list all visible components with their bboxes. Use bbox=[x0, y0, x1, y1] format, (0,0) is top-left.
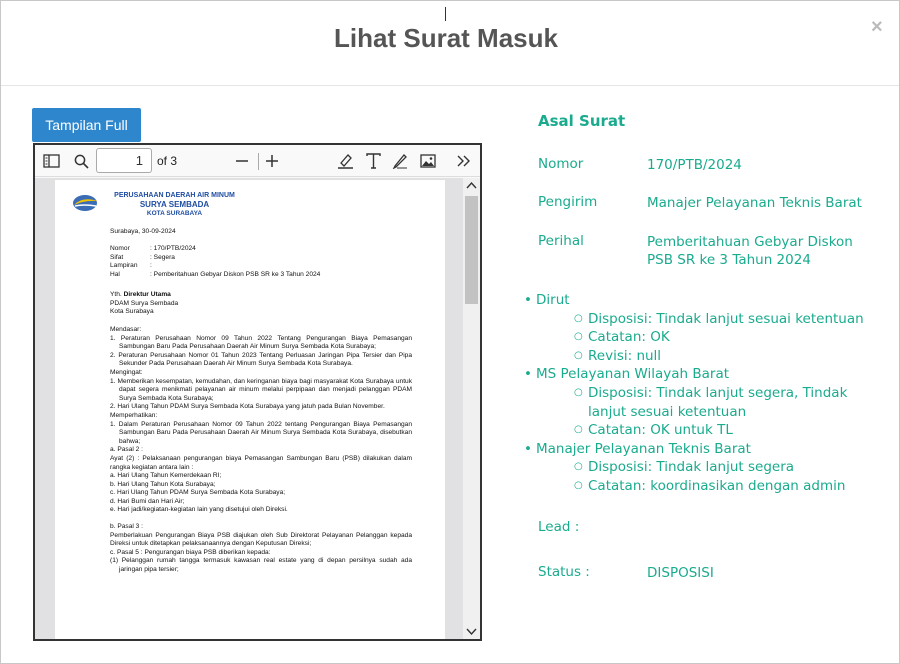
meta-colon: : bbox=[150, 262, 152, 270]
recipient-line2: PDAM Surya Sembada bbox=[110, 299, 179, 307]
modal-title: Lihat Surat Masuk bbox=[334, 23, 558, 53]
toolbar-divider bbox=[258, 153, 259, 170]
letter-paragraph: 1. Peraturan Perusahaan Nomor 09 Tahun 2022 Tentang Pengurangan Biaya Pemasangan Sambungan Baru Pada Perusahaan Daerah Air Minum Surya Sembada Kota Surabaya; bbox=[110, 334, 412, 351]
disposition-detail: ○ Catatan: koordinasikan dengan admin bbox=[536, 477, 876, 496]
disposition-unit: • Manajer Pelayanan Teknis Barat bbox=[536, 440, 751, 457]
modal-body bbox=[1, 87, 899, 663]
letter-paragraph bbox=[110, 515, 412, 523]
letter-paragraph: 1. Dalam Peraturan Perusahaan Nomor 09 Tahun 2022 tentang Pengurangan Biaya Pemasangan Sambungan Baru Pada Perusahaan Daerah Air Minum Surya Sembada Kota Surabaya, disebutkan bahwa; bbox=[110, 420, 412, 445]
text-tool-icon[interactable] bbox=[363, 151, 383, 171]
letter-meta-row bbox=[110, 262, 440, 271]
meta-value: 170/PTB/2024 bbox=[153, 245, 196, 252]
full-view-button[interactable]: Tampilan Full bbox=[32, 108, 141, 142]
perihal-value: Pemberitahuan Gebyar Diskon PSB SR ke 3 Tahun 2024 bbox=[647, 234, 853, 268]
letter-recipient bbox=[110, 291, 440, 317]
text-cursor bbox=[445, 7, 446, 21]
search-icon[interactable] bbox=[71, 151, 91, 171]
section-title-asal-surat: Asal Surat bbox=[538, 112, 626, 130]
recipient-prefix: Yth. bbox=[110, 291, 122, 298]
recipient-name: Direktur Utama bbox=[123, 291, 171, 298]
letter-meta-row bbox=[110, 271, 440, 280]
meta-colon: : bbox=[150, 253, 154, 261]
pengirim-label: Pengirim bbox=[538, 194, 598, 210]
company-name-line2: SURYA SEMBADA bbox=[139, 199, 210, 209]
letter-paragraph: Ayat (2) : Pelaksanaan pengurangan biaya Pemasangan Sambungan Baru (PSB) dilakukan dalam rangka kegiatan antara lain : bbox=[110, 454, 412, 471]
modal-header bbox=[1, 1, 899, 86]
meta-value: Segera bbox=[153, 253, 175, 261]
disposition-detail: ○ Disposisi: Tindak lanjut sesuai ketentuan bbox=[536, 310, 876, 329]
pengirim-value: Manajer Pelayanan Teknis Barat bbox=[647, 195, 862, 211]
letter-body bbox=[110, 326, 412, 575]
meta-key: Lampiran bbox=[110, 262, 138, 270]
letter-paragraph: d. Hari Bumi dan Hari Air; bbox=[110, 497, 185, 505]
disposition-list bbox=[524, 291, 876, 496]
disposition-detail: ○ Disposisi: Tindak lanjut segera, Tindak lanjut sesuai ketentuan bbox=[536, 384, 876, 421]
scroll-down-icon[interactable] bbox=[466, 628, 477, 638]
more-tools-icon[interactable] bbox=[454, 151, 474, 171]
draw-icon[interactable] bbox=[390, 151, 410, 171]
perihal-label: Perihal bbox=[538, 233, 584, 249]
letterhead bbox=[107, 192, 242, 218]
disposition-item bbox=[524, 291, 876, 365]
zoom-in-icon[interactable] bbox=[263, 151, 281, 171]
letter-meta-row bbox=[110, 254, 440, 263]
company-logo bbox=[72, 192, 100, 218]
letter-paragraph: Mendasar: bbox=[110, 326, 142, 333]
disposition-unit: • MS Pelayanan Wilayah Barat bbox=[536, 366, 730, 383]
letter-paragraph: 2. Peraturan Perusahaan Nomor 01 Tahun 2023 Tentang Perluasan Jaringan Pipa Tersier dan Pipa Sekunder Pada Perusahaan Daerah Air Minum Surya Sembada Kota Surabaya. bbox=[110, 351, 412, 368]
company-name-line3: KOTA SURABAYA bbox=[146, 209, 203, 217]
meta-key: Hal bbox=[110, 270, 120, 278]
highlight-icon[interactable] bbox=[335, 151, 355, 171]
lead-label: Lead : bbox=[538, 519, 580, 535]
letter-paragraph: e. Hari jadi/kegiatan-kegiatan lain yang disetujui oleh Direksi. bbox=[110, 506, 288, 514]
disposition-detail: ○ Disposisi: Tindak lanjut segera bbox=[536, 458, 876, 477]
letter-meta bbox=[110, 245, 440, 279]
status-value: DISPOSISI bbox=[647, 565, 714, 581]
page-number-input[interactable] bbox=[96, 148, 152, 173]
letter-paragraph: (1) Pelanggan rumah tangga termasuk kawasan real estate yang di depan persilnya sudah ada jaringan pipa tersier; bbox=[110, 557, 412, 574]
letter-date: Surabaya, 30-09-2024 bbox=[110, 228, 176, 235]
meta-colon: : bbox=[150, 270, 154, 278]
disposition-unit: • Dirut bbox=[536, 292, 570, 308]
meta-value: Pemberitahuan Gebyar Diskon PSB SR ke 3 Tahun 2024 bbox=[153, 270, 321, 278]
letter-paragraph: Mengingat: bbox=[110, 368, 143, 376]
nomor-value: 170/PTB/2024 bbox=[647, 157, 742, 173]
letter-paragraph: Memperhatikan: bbox=[110, 411, 158, 419]
page-total-label: of 3 bbox=[157, 154, 178, 168]
letter-paragraph: b. Pasal 3 : bbox=[110, 523, 143, 531]
letter-paragraph: c. Hari Ulang Tahun PDAM Surya Sembada Kota Surabaya; bbox=[110, 489, 286, 497]
disposition-detail: ○ Catatan: OK bbox=[536, 328, 876, 347]
pdf-page bbox=[55, 180, 445, 639]
pdf-toolbar bbox=[35, 145, 480, 177]
letter-paragraph: a. Pasal 2 : bbox=[110, 446, 143, 454]
pdf-scrollbar[interactable] bbox=[463, 178, 480, 639]
scroll-up-icon[interactable] bbox=[466, 181, 477, 191]
meta-key: Nomor bbox=[110, 245, 130, 252]
disposition-item bbox=[524, 365, 876, 439]
disposition-detail: ○ Catatan: OK untuk TL bbox=[536, 421, 876, 440]
letter-paragraph: Pemberlakuan Pengurangan Biaya PSB diajukan oleh Sub Direktorat Pelayanan Pelanggan kepada Direksi untuk ditetapkan pelaksanaannya dengan Keputusan Direksi; bbox=[110, 531, 412, 548]
pdf-viewer bbox=[33, 143, 482, 641]
letter-paragraph: 1. Memberikan kesempatan, kemudahan, dan keringanan biaya bagi masyarakat Kota Surabaya untuk dapat segera menikmati pelayanan air minum melalui perpipaan dan menjadi pelanggan PDAM Surya Sembada Kota Surabaya; bbox=[110, 377, 412, 402]
sidebar-toggle-icon[interactable] bbox=[41, 151, 61, 171]
letter-paragraph: b. Hari Ulang Tahun Kota Surabaya; bbox=[110, 480, 216, 488]
company-name-line1: PERUSAHAAN DAERAH AIR MINUM bbox=[114, 192, 235, 199]
status-label: Status : bbox=[538, 564, 590, 580]
image-insert-icon[interactable] bbox=[418, 151, 438, 171]
meta-colon: : bbox=[150, 245, 154, 252]
disposition-item bbox=[524, 440, 876, 496]
letter-paragraph: a. Hari Ulang Tahun Kemerdekaan RI; bbox=[110, 472, 222, 480]
letter-paragraph: 2. Hari Ulang Tahun PDAM Surya Sembada Kota Surabaya yang jatuh pada Bulan November. bbox=[110, 403, 385, 411]
letter-meta-row bbox=[110, 245, 440, 254]
scroll-thumb[interactable] bbox=[465, 196, 478, 304]
recipient-line3: Kota Surabaya bbox=[110, 308, 154, 316]
disposition-detail: ○ Revisi: null bbox=[536, 347, 876, 366]
pdf-document-area[interactable] bbox=[35, 178, 480, 639]
nomor-label: Nomor bbox=[538, 156, 584, 172]
meta-key: Sifat bbox=[110, 253, 124, 261]
letter-paragraph: c. Pasal 5 : Pengurangan biaya PSB diberikan kepada: bbox=[110, 548, 271, 556]
zoom-out-icon[interactable] bbox=[233, 151, 251, 171]
close-button[interactable]: × bbox=[871, 16, 883, 38]
